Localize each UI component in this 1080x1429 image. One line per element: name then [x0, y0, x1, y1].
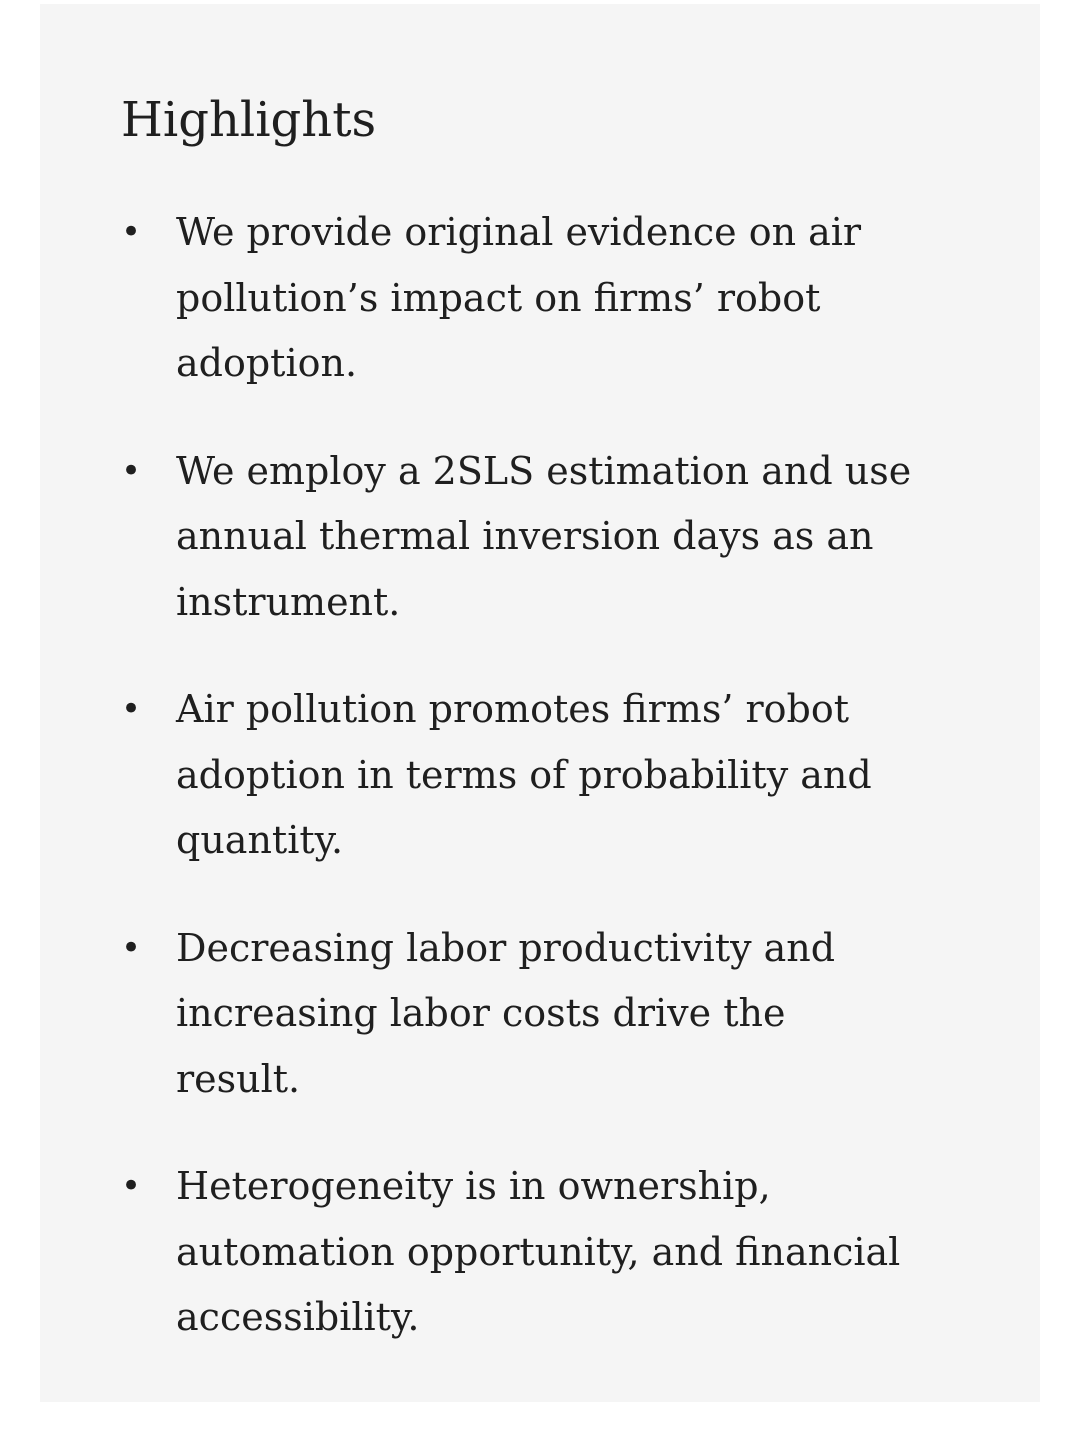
highlight-text: We employ a 2SLS estimation and use annual thermal inversion days as an instrument. — [176, 448, 912, 624]
list-item — [121, 439, 921, 636]
list-item — [121, 1154, 921, 1351]
bullet-icon: • — [121, 689, 142, 729]
highlights-panel — [40, 4, 1040, 1402]
bullet-icon: • — [121, 927, 142, 968]
list-item — [121, 200, 921, 397]
bullet-icon: • — [121, 212, 142, 252]
bullet-icon: • — [121, 450, 142, 491]
highlights-heading: Highlights — [121, 92, 377, 148]
highlight-text: Air pollution promotes firms’ robot adoption in terms of probability and quantity. — [176, 687, 872, 862]
list-item — [121, 677, 921, 874]
highlights-list — [121, 200, 921, 1393]
highlight-text: We provide original evidence on air pollution’s impact on firms’ robot adoption. — [176, 210, 862, 385]
list-item — [121, 916, 921, 1113]
highlight-text: Decreasing labor productivity and increasing labor costs drive the result. — [176, 925, 836, 1101]
highlight-text: Heterogeneity is in ownership, automation opportunity, and financial accessibility. — [176, 1164, 901, 1339]
bullet-icon: • — [121, 1166, 142, 1206]
